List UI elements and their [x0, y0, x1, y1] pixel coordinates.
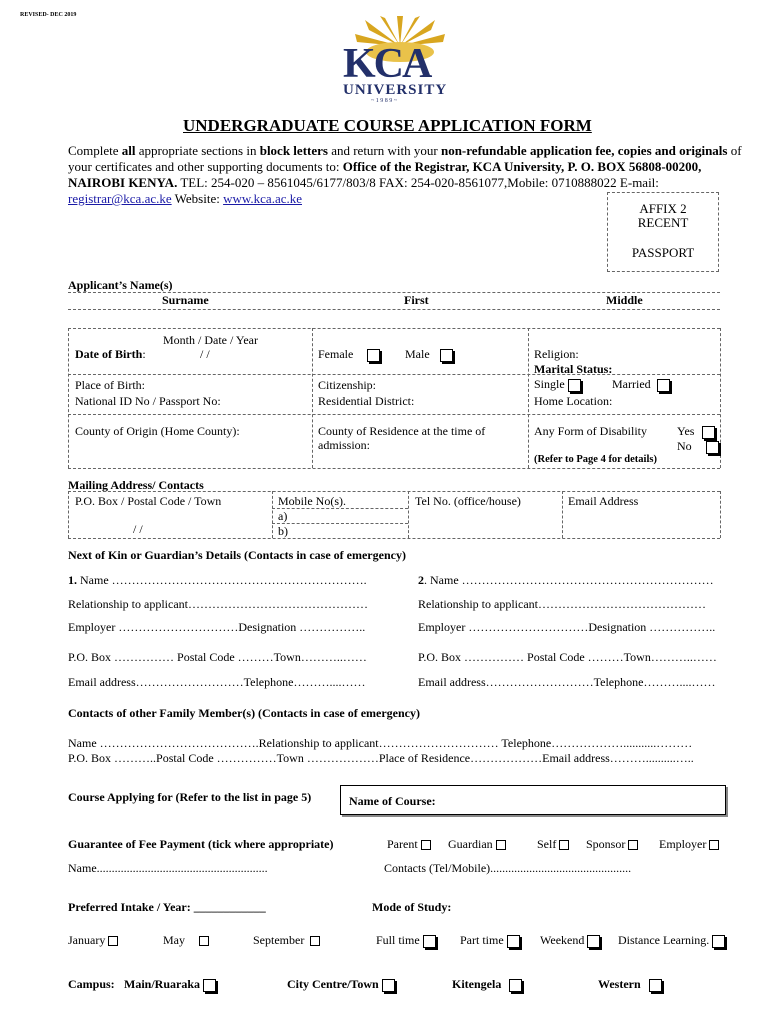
guarantor-name[interactable]: Name......................................................... [68, 861, 268, 875]
campus-kitengela[interactable]: Kitengela [452, 977, 522, 992]
september-checkbox[interactable] [310, 936, 320, 946]
kin1-employer[interactable]: Employer …………………………Designation …………….. [68, 620, 366, 634]
kin2-name: 2. Name ……………………………………………………… [418, 573, 714, 587]
marital-status-label: Marital Status: [534, 362, 613, 376]
logo-name: UNIVERSITY [343, 82, 448, 98]
mode-of-study-label: Mode of Study: [372, 900, 452, 914]
mode-full-time[interactable]: Full time [376, 933, 436, 948]
place-of-birth-label: Place of Birth: [75, 378, 145, 392]
email-link[interactable]: registrar@kca.ac.ke [68, 191, 172, 206]
full-time-checkbox[interactable] [423, 935, 436, 948]
middle-name-header: Middle [606, 293, 643, 307]
disability-yes-checkbox[interactable] [702, 426, 715, 439]
guardian-checkbox[interactable] [496, 840, 506, 850]
po-box-label: P.O. Box / Postal Code / Town [75, 494, 222, 508]
kin2-employer[interactable]: Employer …………………………Designation …………….. [418, 620, 716, 634]
form-title: UNDERGRADUATE COURSE APPLICATION FORM [183, 116, 592, 135]
logo-year: ~ 1 9 8 9 ~ [371, 98, 397, 104]
may-checkbox[interactable] [199, 936, 209, 946]
applicant-names-heading: Applicant’s Name(s) [68, 278, 173, 292]
po-box-input[interactable]: / / [133, 522, 143, 536]
january-checkbox[interactable] [108, 936, 118, 946]
kin-heading: Next of Kin or Guardian’s Details (Contacts in case of emergency) [68, 548, 406, 562]
single-checkbox[interactable] [568, 379, 581, 392]
surname-header: Surname [162, 293, 209, 307]
guarantee-label: Guarantee of Fee Payment (tick where appropriate) [68, 837, 334, 851]
course-label: Course Applying for (Refer to the list in page 5) [68, 790, 312, 804]
family-line1[interactable]: Name ………………………………….Relationship to applicant………………………… Telephone………………...........……… [68, 736, 693, 750]
campus-main[interactable]: Main/Ruaraka [124, 977, 216, 992]
female-checkbox[interactable] [367, 349, 380, 362]
kin2-po[interactable]: P.O. Box …………… Postal Code ………Town………..…… [418, 650, 717, 664]
disability-note: (Refer to Page 4 for details) [534, 454, 657, 465]
revision-note: REVISED- DEC 2019 [20, 12, 77, 18]
dob-input[interactable]: / / [200, 347, 210, 361]
mailing-heading: Mailing Address/ Contacts [68, 478, 204, 492]
distance-learning-checkbox[interactable] [712, 935, 725, 948]
guarantee-guardian[interactable]: Guardian [448, 837, 506, 852]
family-line2[interactable]: P.O. Box ………..Postal Code ……………Town ………………Place of Residence………………Email address………..........….. [68, 751, 694, 765]
intro-text: Complete all appropriate sections in block letters and return with your non-refundable application fee, copies and originals of your certificates and other supporting documents to: Office of the Registrar, KCA University, P. O. BOX 56808-00200, NAIROBI KENYA. TEL: 254-020 – 8561045/6177/803/8 FAX: 254-020-8561077,Mobile: 0710888022 E-mail: registrar@kca.ac.ke Website: www.kca.ac.ke [68, 143, 742, 206]
campus-city[interactable]: City Centre/Town [287, 977, 395, 992]
guarantee-parent[interactable]: Parent [387, 837, 431, 852]
married-checkbox[interactable] [657, 379, 670, 392]
mode-part-time[interactable]: Part time [460, 933, 520, 948]
main-campus-checkbox[interactable] [203, 979, 216, 992]
kin1-relationship[interactable]: Relationship to applicant……………………………………… [68, 597, 368, 611]
tel-label: Tel No. (office/house) [415, 494, 521, 508]
guarantee-self[interactable]: Self [537, 837, 569, 852]
parent-checkbox[interactable] [421, 840, 431, 850]
kin1-po[interactable]: P.O. Box …………… Postal Code ………Town………..…… [68, 650, 367, 664]
kitengela-campus-checkbox[interactable] [509, 979, 522, 992]
employer-checkbox[interactable] [709, 840, 719, 850]
intake-january[interactable]: January [68, 933, 118, 948]
names-input-row[interactable] [68, 310, 720, 328]
national-id-label: National ID No / Passport No: [75, 394, 221, 408]
dob-label: Date of Birth: [75, 347, 146, 361]
city-campus-checkbox[interactable] [382, 979, 395, 992]
course-name-label: Name of Course: [349, 794, 436, 808]
intake-september[interactable]: September [253, 933, 320, 948]
university-logo [335, 16, 465, 106]
home-location-label: Home Location: [534, 394, 613, 408]
first-name-header: First [404, 293, 429, 307]
kin2-relationship[interactable]: Relationship to applicant…………………………………… [418, 597, 706, 611]
sponsor-checkbox[interactable] [628, 840, 638, 850]
website-link[interactable]: www.kca.ac.ke [223, 191, 302, 206]
guarantor-contacts[interactable]: Contacts (Tel/Mobile)............................................... [384, 861, 632, 875]
religion-label: Religion: [534, 347, 579, 361]
marital-single[interactable]: Single [534, 377, 581, 392]
weekend-checkbox[interactable] [587, 935, 600, 948]
marital-married[interactable]: Married [612, 377, 670, 392]
western-campus-checkbox[interactable] [649, 979, 662, 992]
guarantee-sponsor[interactable]: Sponsor [586, 837, 638, 852]
disability-no[interactable]: No [677, 439, 719, 454]
male-checkbox[interactable] [440, 349, 453, 362]
kin2-email[interactable]: Email address………………………Telephone………....…… [418, 675, 716, 689]
campus-western[interactable]: Western [598, 977, 662, 992]
part-time-checkbox[interactable] [507, 935, 520, 948]
county-residence-label: County of Residence at the time of [318, 424, 486, 438]
family-heading: Contacts of other Family Member(s) (Contacts in case of emergency) [68, 706, 421, 720]
email-label: Email Address [568, 494, 639, 508]
logo-letters: KCA [343, 41, 431, 87]
guarantee-employer[interactable]: Employer [659, 837, 719, 852]
disability-yes[interactable]: Yes [677, 424, 715, 439]
intake-may[interactable]: May [163, 933, 209, 948]
county-origin-label: County of Origin (Home County): [75, 424, 240, 438]
kin1-email[interactable]: Email address………………………Telephone………....…… [68, 675, 366, 689]
gender-male[interactable]: Male [405, 347, 453, 362]
intake-label[interactable]: Preferred Intake / Year: ____________ [68, 900, 266, 914]
mobile-a[interactable]: a) [278, 509, 288, 523]
kin1-name: 1. Name ………………………………………………………. [68, 573, 367, 587]
citizenship-label: Citizenship: [318, 378, 376, 392]
mobile-label: Mobile No(s). [278, 494, 346, 508]
passport-photo-box: AFFIX 2 RECENT PASSPORT [607, 192, 719, 272]
disability-no-checkbox[interactable] [706, 441, 719, 454]
campus-label: Campus: [68, 977, 115, 991]
disability-label: Any Form of Disability [534, 424, 647, 438]
gender-female[interactable]: Female [318, 347, 380, 362]
course-name-box[interactable] [340, 785, 726, 815]
self-checkbox[interactable] [559, 840, 569, 850]
mode-weekend[interactable]: Weekend [540, 933, 600, 948]
dob-format: Month / Date / Year [163, 333, 258, 347]
mode-distance[interactable]: Distance Learning. [618, 933, 725, 948]
mobile-b[interactable]: b) [278, 524, 288, 538]
residential-district-label: Residential District: [318, 394, 415, 408]
